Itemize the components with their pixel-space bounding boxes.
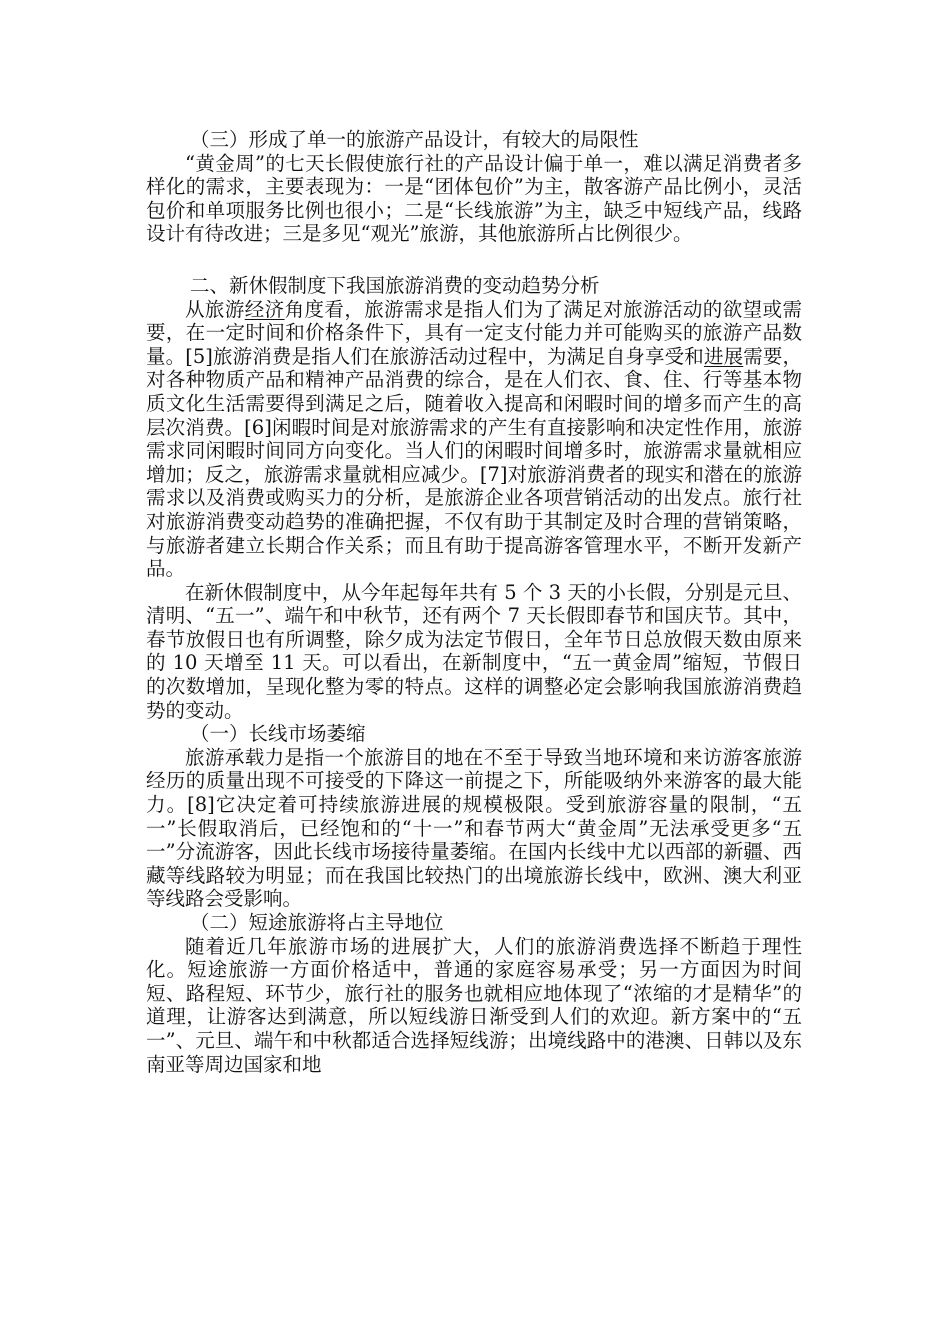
text-run: 需要，对各种物质产品和精神产品消费的综合，是在人们衣、食、住、行等基本物质文化生活需要得到满足之后，随着收入提高和闲暇时间的增多而产生的高层次消费。[6]闲暇时间是对旅游需求的产生有直接影响和决定性作用，旅游需求同闲暇时间同方向变化。当人们的闲暇时间增多时，旅游需求量就相应增加；反之，旅游需求量就相应减少。[7]对旅游消费者的现实和潜在的旅游需求以及消费或购买力的分析，是旅游企业各项营销活动的出发点。旅行社对旅游消费变动趋势的准确把握，不仅有助于其制定及时合理的营销策略，与旅游者建立长期合作关系；而且有助于提高游客管理水平，不断开发新产品。 [146, 344, 802, 581]
section-heading-long-haul: （一）长线市场萎缩 [190, 722, 366, 746]
paragraph-product-design: “黄金周”的七天长假使旅行社的产品设计偏于单一，难以满足消费者多样化的需求，主要表现为：一是“团体包价”为主，散客游产品比例小，灵活包价和单项服务比例也很小；二是“长线旅游”为主，缺乏中短线产品，线路设计有待改进；三是多见“观光”旅游，其他旅游所占比例很少。 [146, 151, 802, 246]
paragraph-gap [146, 246, 802, 274]
document-body [146, 128, 802, 1076]
part-heading-trend-analysis: 二、新休假制度下我国旅游消费的变动趋势分析 [190, 273, 600, 297]
link-development[interactable]: 进展 [703, 344, 744, 368]
paragraph-short-trip: 随着近几年旅游市场的进展扩大，人们的旅游消费选择不断趋于理性化。短途旅游一方面价格适中，普通的家庭容易承受；另一方面因为时间短、路程短、环节少，旅行社的服务也就相应地体现了“浓缩的才是精华”的道理，让游客达到满意，所以短线游日渐受到人们的欢迎。新方案中的“五一”、元旦、端午和中秋都适合选择短线游；出境线路中的港澳、日韩以及东南亚等周边国家和地 [146, 934, 802, 1076]
section-heading-short-trip: （二）短途旅游将占主导地位 [190, 911, 444, 934]
paragraph-tourism-demand [146, 298, 802, 581]
paragraph-new-holiday-system: 在新休假制度中，从今年起每年共有 5 个 3 天的小长假，分别是元旦、清明、“五一”、端午和中秋节，还有两个 7 天长假即春节和国庆节。其中，春节放假日也有所调整，除夕成为法定节假日，全年节日总放假天数由原来的 10 天增至 11 天。可以看出，在新制度中，“五一黄金周”缩短，节假日的次数增加，呈现化整为零的特点。这样的调整必定会影响我国旅游消费趋势的变动。 [146, 580, 802, 722]
text-run: 从旅游 [185, 297, 245, 321]
section-heading-product-design: （三）形成了单一的旅游产品设计，有较大的局限性 [190, 128, 639, 151]
paragraph-long-haul: 旅游承载力是指一个旅游目的地在不至于导致当地环境和来访游客旅游经历的质量出现不可接受的下降这一前提之下，所能吸纳外来游客的最大能力。[8]它决定着可持续旅游进展的规模极限。受到旅游容量的限制，“五一”长假取消后，已经饱和的“十一”和春节两大“黄金周”无法承受更多“五一”分流游客，因此长线市场接待量萎缩。在国内长线中尤以西部的新疆、西藏等线路较为明显；而在我国比较热门的出境旅游长线中，欧洲、澳大利亚等线路会受影响。 [146, 745, 802, 911]
text-run: 角度看，旅游需求是指人们为了满足对旅游活动的欲望或需要，在一定时间和价格条件下，具有一定支付能力并可能购买的旅游产品数量。[5]旅游消费是指人们在旅游活动过程中，为满足自身享受和 [146, 297, 802, 368]
link-economy[interactable]: 经济 [244, 297, 285, 321]
